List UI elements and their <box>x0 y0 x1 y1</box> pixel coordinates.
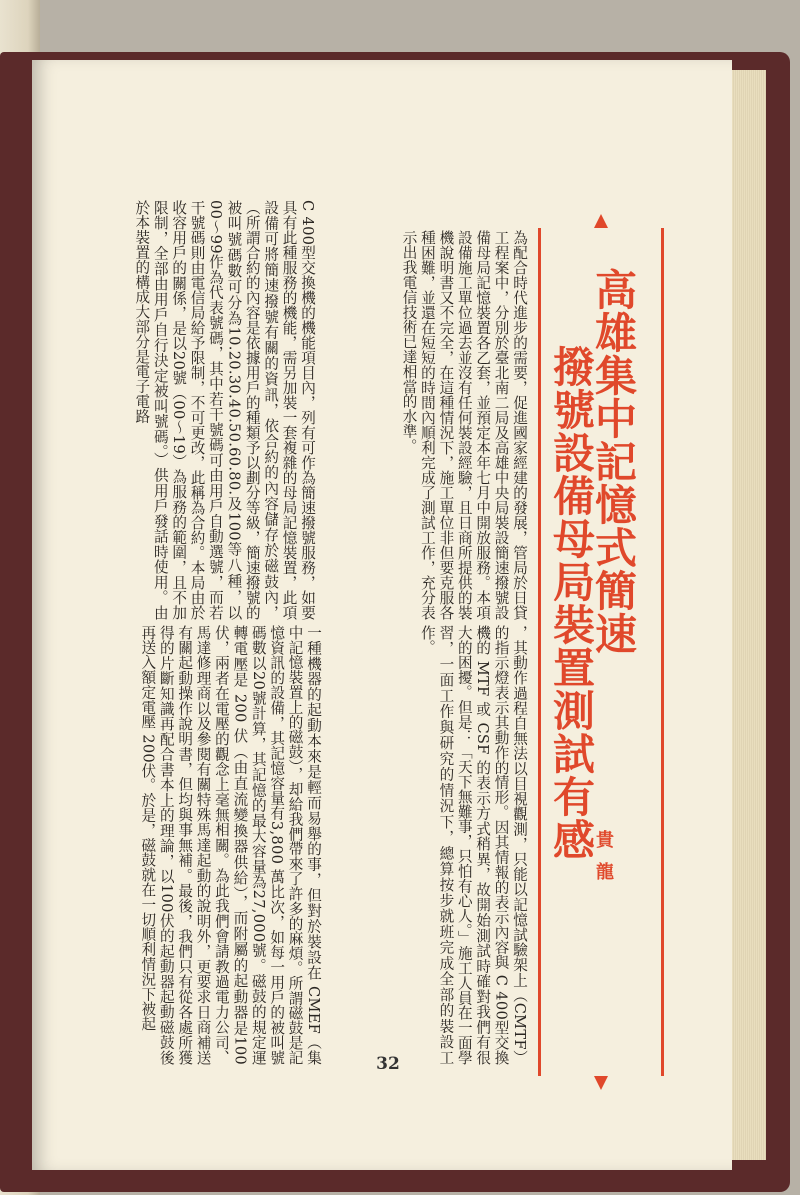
article-title-line-2: 撥號設備母局裝置測試有感 <box>547 345 596 861</box>
article-column-3: ，其動作過程自無法以目視觀測，只能以記憶試驗架上（CMTF）的指示燈表示其動作的情形。因其情報的表示內容與 C 400型交換機的 MTF 或 CSF 的表示方式稍異，故開始測試時確對我們有很大的困擾。但是：「天下無難事，只怕有心人。」施工人員在一面學習，一面工作與研究的情況下，總算按步就班完成全部的裝設工作。 <box>418 625 528 1065</box>
author-name: 貴龍 <box>593 830 614 894</box>
article-column-2: C 400型交換機的機能項目內，列有可作為簡速撥號服務，如要具有此種服務的機能，需另加裝一套複雜的母局記憶裝置，此項設備可將簡速撥號有關的資訊，依合約的內容儲存於磁鼓內，（所謂合約的內容是依據用戶的種類予以劃分等級，簡速撥號的被叫號碼數可分為10.20.30.40.50.60.80.及100等八種，以00～99作為代表號碼，其中若干號碼可由用戶自動選號，而若干號碼則由電信局給予限制，不可更改，此稱為合約。本局由於收容用戶的關係，是以20號（00～19）為服務的範圍，且不加限制，全部由用戶自行決定被叫號碼。）供用戶發話時使用。由於本裝置的構成大部分是電子電路 <box>133 200 316 620</box>
page-number: 32 <box>376 1054 400 1074</box>
article-column-4: 一種機器的起動本來是輕而易舉的事，但對於裝設在 CMEF（集中記憶裝置上的磁鼓），却給我們帶來了許多的麻煩。所謂磁鼓是記憶資訊的設備，其記憶容量有3,800 萬比次，如每一用戶的被叫號碼數以20號計算，其記憶的最大容量為27,000號。磁鼓的規定運轉電壓是 200 伏（由直流變換器供給），而附屬的起動器是100 伏，兩者在電壓的觀念上毫無相關。為此我們會請教過電力公司、馬達修理商以及參閱有關特殊馬達起動的說明外，更要求日商補送有關起動操作說明書，但均與事無補。最後，我們只有從各處所獲得的片斷知識再配合書本上的理論，以100伏的起動器起動磁鼓後再送入額定電壓 200伏。於是，磁鼓就在一切順利情況下被起 <box>139 625 322 1065</box>
article-title-line-1: 高雄集中記憶式簡速 <box>589 268 638 655</box>
article-column-1: 為配合時代進步的需要，促進國家經建的發展，管局於日貸工程案中，分別於臺北南二局及高雄中央局裝設簡速撥號設備母局記憶裝置各乙套，並預定本年七月中開放服務。本項設備施工單位過去並沒有任何裝設經驗，且日商所提供的裝機說明書又不完全，在這種情況下，施工單位非但要克服各種困難，並還在短短的時間內順利完成了測試工作，充分表示出我電信技術已達相當的水準。 <box>400 230 528 620</box>
